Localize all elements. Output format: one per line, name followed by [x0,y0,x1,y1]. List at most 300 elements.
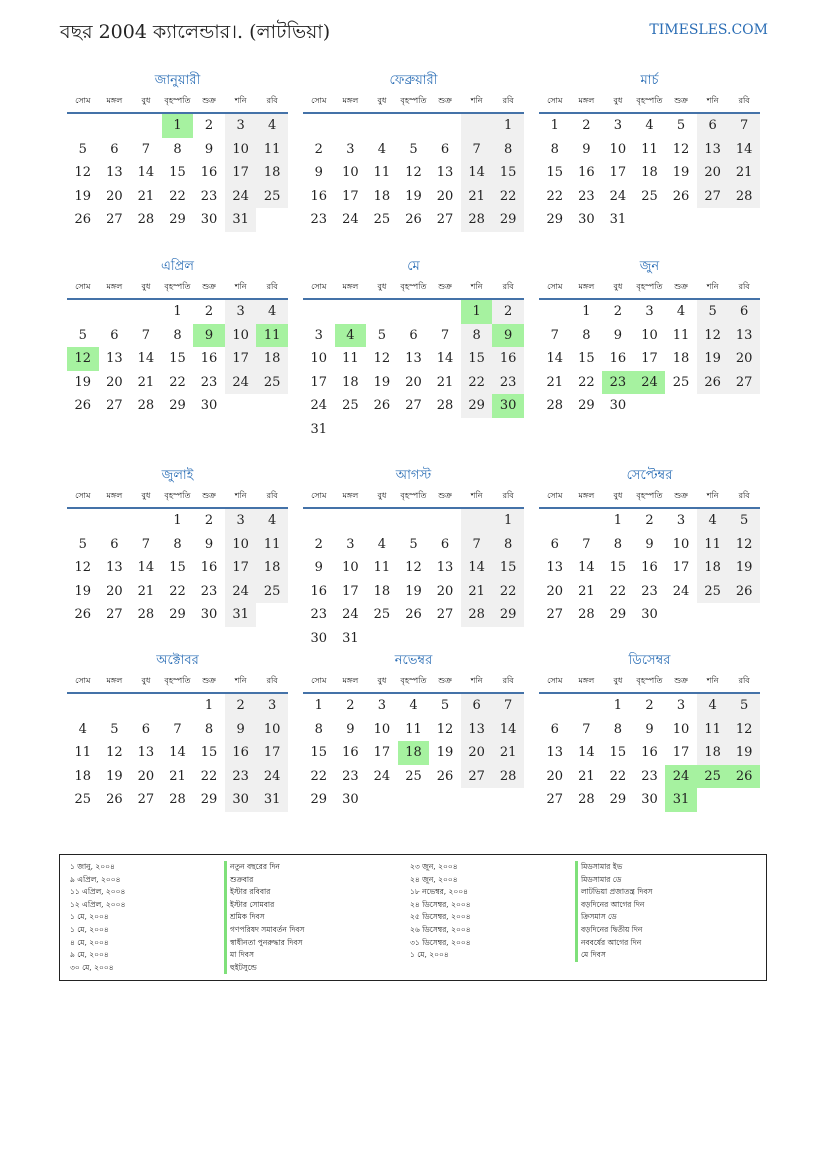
day-cell: 26 [74,607,92,622]
day-cell: 6 [141,721,151,737]
day-cell: 11 [256,324,288,348]
weekday-label: বৃহস্পতি [636,282,663,291]
day-cell: 28 [137,212,155,227]
day-cell: 3 [256,694,288,718]
day-cell: 23 [200,374,218,390]
day-cell: 12 [728,718,760,742]
day-cell: 12 [67,347,99,371]
day-cell: 28 [461,603,493,627]
day-cell: 9 [314,560,323,575]
day-cell: 20 [137,768,155,784]
week-row [303,418,524,442]
day-cell: 2 [645,513,654,528]
day-cell: 4 [377,536,387,552]
day-cell: 5 [676,118,686,133]
day-cell: 21 [436,374,454,390]
weekday-label: রবি [738,676,750,685]
weekday-label: রবি [502,96,514,105]
weekday-label: বৃহস্পতি [400,282,427,291]
day-cell: 2 [314,536,323,552]
day-cell: 5 [377,327,387,343]
weekday-label: বুধ [613,96,623,105]
empty-day-cell [429,418,461,442]
weekday-header [67,276,288,300]
legend-date: ১ মে, ২০০৪ [410,950,449,960]
day-cell: 29 [310,792,328,807]
empty-day-cell [398,788,430,812]
day-cell: 5 [409,536,418,552]
legend-date: ১ মে, ২০০৪ [70,912,109,922]
weekday-label: মঙ্গল [106,491,123,500]
day-cell: 11 [256,138,288,162]
day-cell: 29 [609,792,627,807]
week-row [303,694,524,718]
weekday-header [539,485,760,509]
month-6 [539,258,760,418]
weekday-label: রবি [502,282,514,291]
empty-day-cell [461,509,493,533]
day-cell: 6 [728,300,760,324]
day-cell: 24 [225,580,257,604]
day-cell: 6 [550,721,559,737]
day-cell: 25 [373,607,391,622]
legend-date: ৩১ ডিসেম্বর, ২০০৪ [410,937,471,947]
day-cell: 27 [436,607,454,622]
weekday-header [539,670,760,694]
day-cell: 11 [74,745,92,760]
day-cell: 7 [141,141,151,157]
weekday-label: সোম [547,676,563,685]
day-cell: 24 [609,188,627,204]
week-row [539,208,760,232]
legend-holiday-name: ক্রিসমাস ডে [575,911,652,924]
day-cell: 28 [169,792,186,807]
month-11 [303,652,524,812]
day-cell: 30 [200,607,218,622]
day-cell: 17 [342,583,359,599]
day-cell: 9 [613,327,623,343]
day-cell: 20 [436,583,454,599]
empty-day-cell [697,208,729,232]
day-cell: 1 [492,114,524,138]
day-cell: 9 [314,165,323,180]
day-cell: 2 [204,304,214,319]
month-1 [67,72,288,232]
empty-day-cell [303,509,335,533]
weekday-label: মঙ্গল [342,676,359,685]
weekday-label: শনি [470,282,483,291]
day-cell: 15 [461,347,493,371]
empty-day-cell [256,208,288,232]
day-cell: 25 [641,188,658,204]
day-cell: 19 [74,374,92,390]
legend-dates-col-1 [70,861,125,974]
week-row [67,185,288,209]
day-cell: 25 [672,374,690,390]
holiday-legend [59,854,767,981]
day-cell: 27 [106,398,123,413]
page-title: বছর 2004 ক্যালেন্ডার।. (লাটভিয়া) [60,21,331,43]
day-cell: 10 [641,327,658,343]
week-row [539,509,760,533]
day-cell: 14 [137,351,155,366]
day-cell: 25 [697,765,729,789]
day-cell: 19 [106,768,123,784]
week-row [67,603,288,627]
empty-day-cell [67,509,99,533]
week-row [303,741,524,765]
month-name: জুন [639,259,660,274]
day-cell: 9 [645,536,654,552]
day-cell: 11 [342,351,359,366]
day-cell: 17 [641,351,658,366]
month-7 [67,467,288,627]
day-cell: 17 [225,556,257,580]
month-name: আগস্ট [395,468,432,483]
day-cell: 30 [200,212,218,227]
day-cell: 3 [225,114,257,138]
day-cell: 9 [225,718,257,742]
day-cell: 8 [314,721,323,737]
day-cell: 16 [578,165,595,180]
week-row [539,694,760,718]
day-cell: 6 [440,141,450,157]
day-cell: 2 [225,694,257,718]
week-row [303,788,524,812]
day-cell: 2 [314,141,323,157]
day-cell: 13 [461,718,493,742]
empty-day-cell [492,627,524,651]
week-row [67,718,288,742]
week-row [303,627,524,651]
day-cell: 24 [373,768,391,784]
empty-day-cell [539,694,571,718]
week-row [303,556,524,580]
day-cell: 14 [461,161,493,185]
day-cell: 19 [697,347,729,371]
week-row [67,371,288,395]
day-cell: 29 [169,212,186,227]
empty-day-cell [99,509,131,533]
day-cell: 23 [641,583,658,599]
month-name: জানুয়ারী [154,73,201,88]
day-cell: 18 [256,161,288,185]
empty-day-cell [366,300,398,324]
day-cell: 4 [676,304,686,319]
day-cell: 5 [78,141,87,157]
week-row [539,371,760,395]
weekday-label: মঙ্গল [578,282,595,291]
weekday-label: বৃহস্পতি [400,676,427,685]
weekday-label: বৃহস্পতি [164,676,191,685]
day-cell: 8 [173,536,182,552]
day-cell: 5 [728,509,760,533]
day-cell: 15 [546,165,564,180]
day-cell: 1 [204,698,214,713]
day-cell: 26 [405,607,422,622]
legend-date: ১১ এপ্রিল, ২০০৪ [70,887,126,897]
day-cell: 23 [492,371,524,395]
empty-day-cell [665,208,697,232]
day-cell: 12 [106,745,123,760]
day-cell: 30 [492,394,524,418]
empty-day-cell [366,114,398,138]
day-cell: 19 [672,165,690,180]
day-cell: 25 [373,212,391,227]
empty-day-cell [366,509,398,533]
day-cell: 1 [173,304,182,319]
day-cell: 7 [440,327,450,343]
weekday-label: রবি [502,676,514,685]
weekday-label: সোম [75,282,91,291]
day-cell: 9 [346,721,355,737]
day-cell: 24 [634,371,666,395]
weekday-header [67,90,288,114]
empty-day-cell [303,300,335,324]
empty-day-cell [728,394,760,418]
week-row [67,347,288,371]
day-cell: 2 [346,698,355,713]
weekday-label: শুক্র [438,96,452,105]
day-cell: 5 [440,698,450,713]
legend-date: ২৬ ডিসেম্বর, ২০০৪ [410,924,471,934]
day-cell: 27 [546,792,564,807]
weekday-label: শনি [470,491,483,500]
day-cell: 22 [609,768,627,784]
empty-day-cell [225,394,257,418]
day-cell: 29 [461,394,493,418]
weekday-label: বুধ [377,282,387,291]
weekday-label: রবি [502,491,514,500]
weekday-label: সোম [311,676,327,685]
day-cell: 19 [405,583,422,599]
weekday-label: বৃহস্পতি [636,676,663,685]
day-cell: 19 [436,745,454,760]
day-cell: 14 [578,560,595,575]
day-cell: 28 [137,607,155,622]
day-cell: 27 [436,212,454,227]
day-cell: 27 [697,185,729,209]
day-cell: 25 [74,792,92,807]
day-cell: 12 [405,165,422,180]
day-cell: 23 [578,188,595,204]
day-cell: 15 [492,161,524,185]
empty-day-cell [728,603,760,627]
day-cell: 27 [405,398,422,413]
day-cell: 28 [436,398,454,413]
day-cell: 1 [492,509,524,533]
day-cell: 18 [697,741,729,765]
day-cell: 28 [578,607,595,622]
day-cell: 26 [436,768,454,784]
day-cell: 10 [342,560,359,575]
day-cell: 8 [461,324,493,348]
day-cell: 26 [728,580,760,604]
day-cell: 25 [256,185,288,209]
legend-date: ৯ মে, ২০০৪ [70,950,109,960]
weekday-label: শুক্র [438,491,452,500]
day-cell: 7 [173,721,182,737]
day-cell: 12 [672,141,690,157]
week-row [67,394,288,418]
day-cell: 20 [106,188,123,204]
day-cell: 22 [609,583,627,599]
day-cell: 23 [310,212,328,227]
site-link[interactable]: TIMESLES.COM [649,22,768,38]
day-cell: 25 [697,580,729,604]
day-cell: 1 [550,118,559,133]
day-cell: 31 [609,212,627,227]
day-cell: 16 [492,347,524,371]
empty-day-cell [429,114,461,138]
legend-date: ১ জানু, ২০০৪ [70,862,115,871]
day-cell: 7 [582,721,591,737]
weekday-label: সোম [547,282,563,291]
day-cell: 4 [645,118,654,133]
day-cell: 11 [373,560,391,575]
day-cell: 7 [141,327,151,343]
day-cell: 11 [373,165,391,180]
day-cell: 22 [200,768,218,784]
day-cell: 21 [461,580,493,604]
day-cell: 13 [137,745,155,760]
day-cell: 30 [641,607,658,622]
day-cell: 22 [492,580,524,604]
day-cell: 8 [613,536,623,552]
day-cell: 4 [335,324,367,348]
day-cell: 20 [106,583,123,599]
legend-date: ২৫ ডিসেম্বর, ২০০৪ [410,912,471,922]
weekday-label: শনি [706,676,719,685]
weekday-header [539,90,760,114]
month-8 [303,467,524,650]
day-cell: 1 [461,300,493,324]
month-name: মার্চ [640,73,659,88]
day-cell: 2 [492,300,524,324]
day-cell: 1 [613,698,623,713]
week-row [539,185,760,209]
week-row [303,138,524,162]
day-cell: 28 [728,185,760,209]
day-cell: 26 [728,765,760,789]
empty-day-cell [461,114,493,138]
weekday-header [303,276,524,300]
day-cell: 8 [582,327,591,343]
week-row [67,161,288,185]
weekday-label: শনি [234,96,247,105]
day-cell: 2 [204,513,214,528]
day-cell: 18 [641,165,658,180]
day-cell: 24 [256,765,288,789]
day-cell: 24 [310,398,328,413]
week-row [303,718,524,742]
day-cell: 28 [461,208,493,232]
weekday-label: মঙ্গল [342,491,359,500]
weekday-label: বৃহস্পতি [400,96,427,105]
week-row [303,347,524,371]
day-cell: 29 [546,212,564,227]
day-cell: 18 [398,741,430,765]
day-cell: 22 [578,374,595,390]
day-cell: 18 [672,351,690,366]
day-cell: 27 [137,792,155,807]
day-cell: 1 [314,698,323,713]
legend-holiday-name: স্বাধীনতা পুনরুদ্ধার দিবস [224,937,304,950]
day-cell: 3 [377,698,387,713]
week-row [539,765,760,789]
day-cell: 14 [728,138,760,162]
weekday-label: শুক্র [438,676,452,685]
day-cell: 10 [225,324,257,348]
empty-day-cell [461,418,493,442]
weekday-label: সোম [311,491,327,500]
week-row [303,533,524,557]
weekday-label: শনি [234,491,247,500]
day-cell: 21 [137,583,155,599]
day-cell: 27 [106,607,123,622]
day-cell: 21 [578,583,595,599]
week-row [67,788,288,812]
day-cell: 5 [78,536,87,552]
day-cell: 17 [342,188,359,204]
empty-day-cell [366,627,398,651]
weekday-label: শুক্র [202,96,216,105]
empty-day-cell [634,208,666,232]
months-grid [67,72,760,852]
day-cell: 31 [665,788,697,812]
month-10 [67,652,288,812]
weekday-label: রবি [266,676,278,685]
day-cell: 20 [436,188,454,204]
legend-holiday-name: শ্রমিক দিবস [224,911,304,924]
day-cell: 11 [672,327,690,343]
day-cell: 28 [492,765,524,789]
legend-date: ৩০ মে, ২০০৪ [70,962,114,972]
day-cell: 17 [225,347,257,371]
empty-day-cell [130,694,162,718]
day-cell: 23 [342,768,359,784]
weekday-label: বুধ [141,491,151,500]
week-row [539,300,760,324]
day-cell: 7 [141,536,151,552]
day-cell: 3 [225,300,257,324]
weekday-label: সোম [75,96,91,105]
day-cell: 22 [169,374,186,390]
day-cell: 19 [728,741,760,765]
day-cell: 21 [492,741,524,765]
day-cell: 8 [492,138,524,162]
day-cell: 12 [405,560,422,575]
legend-names-col-1 [224,861,304,974]
legend-holiday-name: মিডসামার ডে [575,874,652,887]
empty-day-cell [571,509,603,533]
empty-day-cell [335,114,367,138]
day-cell: 8 [173,141,182,157]
empty-day-cell [398,509,430,533]
day-cell: 18 [373,583,391,599]
day-cell: 29 [609,607,627,622]
empty-day-cell [130,300,162,324]
day-cell: 1 [582,304,591,319]
day-cell: 7 [550,327,559,343]
weekday-header [303,485,524,509]
weekday-label: মঙ্গল [106,96,123,105]
weekday-label: শুক্র [202,491,216,500]
day-cell: 12 [74,560,92,575]
week-row [539,741,760,765]
day-cell: 22 [310,768,328,784]
legend-holiday-name: শুক্রবার [224,874,304,887]
